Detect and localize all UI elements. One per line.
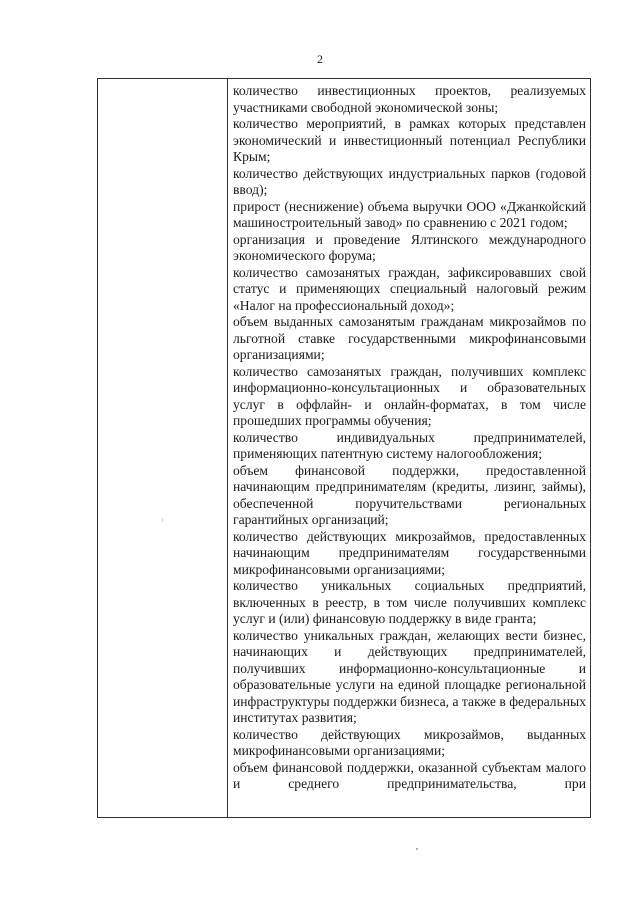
- indicator-item: количество инвестиционных проектов, реализуемых участниками свободной экономической зоны;: [233, 83, 586, 115]
- indicator-item: количество уникальных граждан, желающих вести бизнес, начинающих и действующих предпринимателей, получивших информационно-консультационные и образовательные услуги на единой площадке региональной инфраструктуры поддержки бизнеса, а также в федеральных институтах развития;: [233, 627, 586, 725]
- indicator-item: объем финансовой поддержки, предоставленной начинающим предпринимателям (кредиты, лизинг, займы), обеспеченной поручительствами региональных гарантийных организаций;: [233, 462, 586, 527]
- indicator-item: количество мероприятий, в рамках которых представлен экономический и инвестиционный потенциал Республики Крым;: [233, 116, 586, 164]
- indicator-item: количество действующих микрозаймов, выданных микрофинансовыми организациями;: [233, 726, 586, 758]
- indicator-item: количество самозанятых граждан, зафиксировавших свой статус и применяющих специальный налоговый режим «Налог на профессиональный доход»;: [233, 264, 586, 313]
- scan-speck: [416, 848, 418, 850]
- indicator-item: количество индивидуальных предпринимателей, применяющих патентную систему налогообложения;: [233, 429, 586, 461]
- table-left-cell: [98, 79, 228, 817]
- indicator-item: объем выданных самозанятым гражданам микрозаймов по льготной ставке государственными микрофинансовыми организациями;: [233, 314, 586, 362]
- scan-speck: [162, 518, 163, 522]
- page-number: 2: [317, 52, 323, 66]
- indicator-item: объем финансовой поддержки, оказанной субъектам малого и среднего предпринимательства, при: [233, 759, 586, 791]
- indicator-item: количество действующих микрозаймов, предоставленных начинающим предпринимателям государственными микрофинансовыми организациями;: [233, 528, 586, 577]
- table-right-cell: [228, 79, 590, 817]
- indicator-item: количество уникальных социальных предприятий, включенных в реестр, в том числе получивших комплекс услуг и (или) финансовую поддержку в виде гранта;: [233, 578, 586, 626]
- document-table: [97, 78, 591, 818]
- indicator-item: количество действующих индустриальных парков (годовой ввод);: [233, 165, 586, 197]
- indicator-item: организация и проведение Ялтинского международного экономического форума;: [233, 231, 586, 263]
- indicator-item: прирост (неснижение) объема выручки ООО «Джанкойский машиностроительный завод» по сравнению с 2021 годом;: [233, 198, 586, 230]
- indicator-item: количество самозанятых граждан, получивших комплекс информационно-консультационных и образовательных услуг в оффлайн- и онлайн-форматах, в том числе прошедших программы обучения;: [233, 363, 586, 428]
